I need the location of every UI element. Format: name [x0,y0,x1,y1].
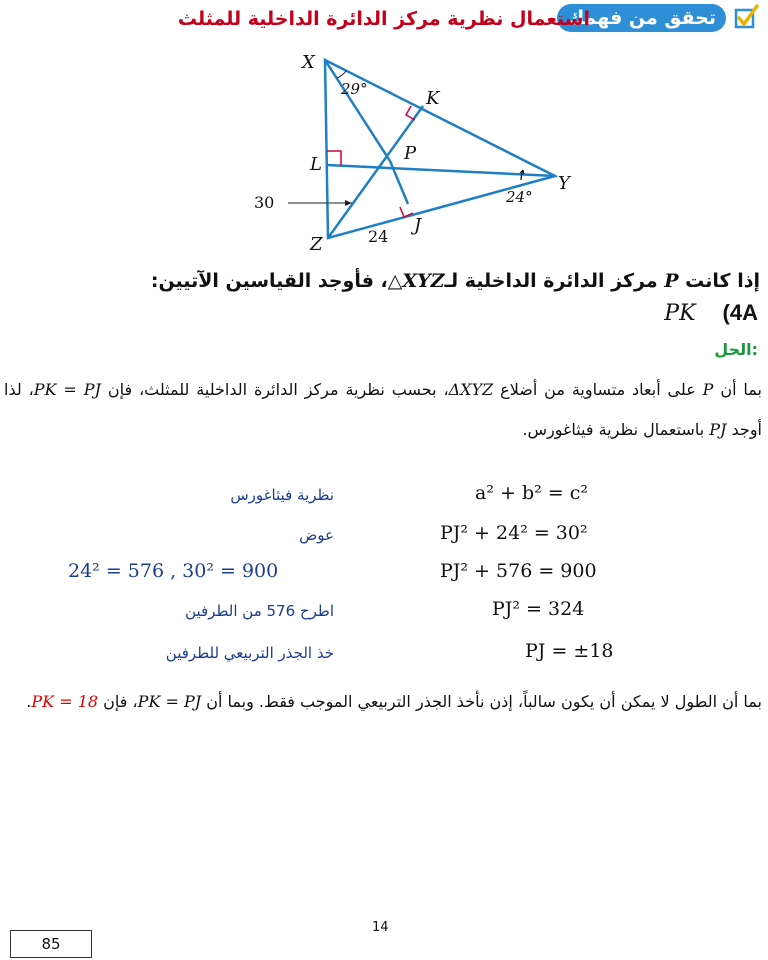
label-x: X [302,52,315,73]
label-angle-x: 29° [341,80,368,98]
solution-paragraph-1: بما أن P على أبعاد متساوية من أضلاع ΔXYZ، بحسب نظرية مركز الدائرة الداخلية للمثلث، فإن PK = PJ، لذا أوجد PJ باستعمال نظرية فيثاغورس. [4,380,763,439]
page-box-number: 85 [10,930,92,958]
header [0,2,760,36]
step-equation-3: PJ² + 576 = 900 [440,560,597,582]
side-calculation: 24² = 576 , 30² = 900 [68,560,279,582]
step-equation-4: PJ² = 324 [492,598,585,620]
label-angle-y: 24° [506,188,533,206]
step-note-2: عوض [299,526,334,544]
part-expression: PK [664,301,696,326]
label-k: K [426,88,440,109]
segment-zk [328,106,423,238]
label-length-24: 24 [368,227,389,246]
step-equation-5: PJ = ±18 [525,640,614,662]
solution-label: الحل: [714,340,758,359]
triangle-figure [240,48,580,258]
label-z: Z [310,234,323,255]
page-number: 14 [372,920,389,935]
step-note-1: نظرية فيثاغورس [230,486,334,504]
checkbox-check-icon [734,4,760,30]
step-note-4: اطرح 576 من الطرفين [185,602,334,620]
section-title: استعمال نظرية مركز الدائرة الداخلية للمثلث [177,8,590,30]
label-length-30: 30 [254,193,275,212]
solution-paragraph-2: بما أن الطول لا يمكن أن يكون سالباً، إذن نأخذ الجذر التربيعي الموجب فقط. وبما أن PK = PJ، فإن PK = 18. [26,692,762,711]
label-l: L [310,154,322,175]
right-angle-l [327,151,341,165]
label-y: Y [558,173,570,194]
step-note-5: خذ الجذر التربيعي للطرفين [165,644,334,662]
angle-arc-x [337,71,346,78]
final-result: PK = 18 [31,692,99,711]
step-equation-2: PJ² + 24² = 30² [440,522,588,544]
part-label: (4A [722,300,758,325]
part-4a [664,300,758,326]
label-p: P [404,143,417,164]
label-j: J [414,215,422,236]
step-equation-1: a² + b² = c² [475,482,588,504]
segment-yl [327,165,555,176]
check-understanding-badge: تحقق من فهمك [557,4,726,32]
question-text: إذا كانت P مركز الدائرة الداخلية لـ△XYZ، فأوجد القياسين الآتيين: [150,270,760,292]
